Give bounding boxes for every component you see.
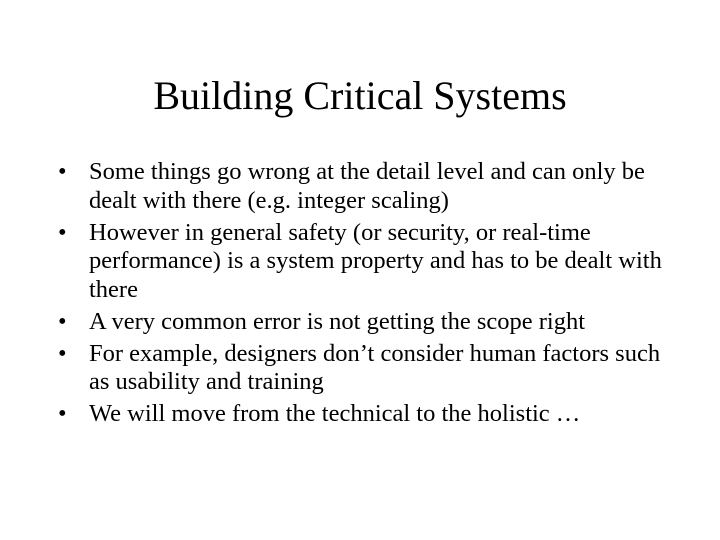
bullet-item (58, 308, 678, 337)
bullet-text: However in general safety (or security, or real-time performance) is a system property and has to be dealt with there (89, 218, 662, 303)
bullet-item (58, 158, 678, 215)
bullet-text: For example, designers don’t consider human factors such as usability and training (89, 339, 661, 395)
bullet-text: We will move from the technical to the holistic … (89, 400, 581, 427)
bullet-marker: • (58, 400, 67, 427)
slide-title: Building Critical Systems (153, 73, 567, 118)
bullet-marker: • (58, 158, 67, 185)
bullet-item (58, 340, 678, 397)
bullet-text: Some things go wrong at the detail level and can only be dealt with there (e.g. integer scaling) (89, 158, 645, 214)
bullet-text: A very common error is not getting the scope right (89, 307, 586, 335)
bullet-marker: • (58, 339, 67, 367)
bullet-item (58, 400, 678, 429)
bullet-marker: • (58, 218, 67, 246)
bullet-list (58, 158, 678, 432)
bullet-item (58, 219, 678, 305)
bullet-marker: • (58, 307, 67, 335)
